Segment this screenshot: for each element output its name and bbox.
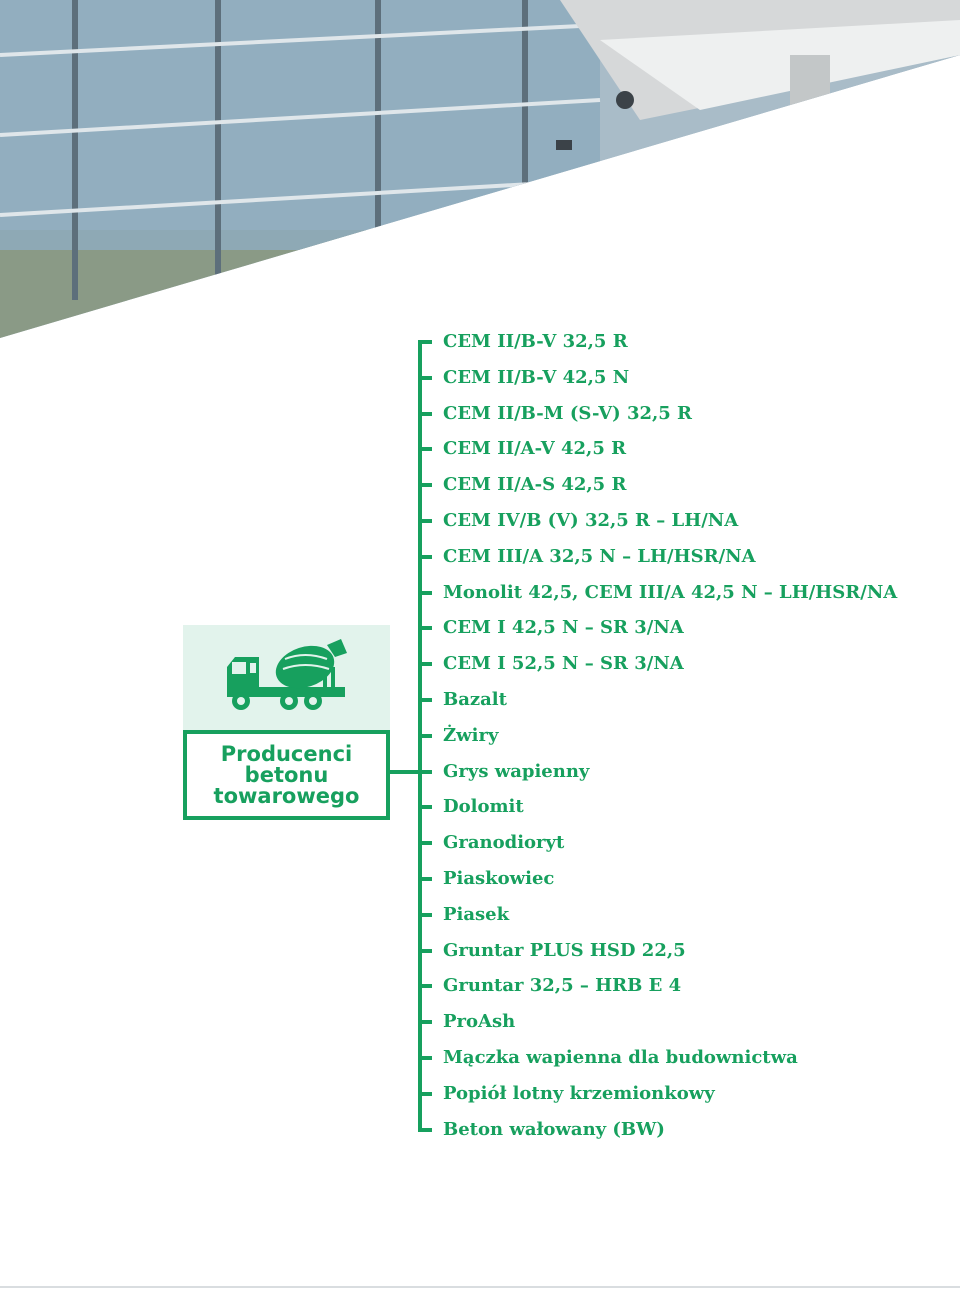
- category-label: Producenci betonu towarowego: [213, 741, 360, 808]
- list-item: Piaskowiec: [418, 861, 897, 897]
- category-icon-panel: [183, 625, 390, 730]
- list-item: Granodioryt: [418, 825, 897, 861]
- concrete-mixer-truck-icon: [223, 637, 351, 715]
- category-label-box: [183, 730, 390, 820]
- list-item: Dolomit: [418, 789, 897, 825]
- list-item: Beton wałowany (BW): [418, 1112, 897, 1148]
- list-item: Bazalt: [418, 682, 897, 718]
- list-item: Mączka wapienna dla budownictwa: [418, 1040, 897, 1076]
- list-item: Popiół lotny krzemionkowy: [418, 1076, 897, 1112]
- product-list: [418, 324, 897, 1147]
- list-item: Gruntar PLUS HSD 22,5: [418, 933, 897, 969]
- list-item: Piasek: [418, 897, 897, 933]
- list-item: CEM IV/B (V) 32,5 R – LH/NA: [418, 503, 897, 539]
- list-item: CEM II/B-V 42,5 N: [418, 360, 897, 396]
- list-item: CEM II/A-S 42,5 R: [418, 467, 897, 503]
- list-item: Grys wapienny: [418, 754, 897, 790]
- list-item: Gruntar 32,5 – HRB E 4: [418, 968, 897, 1004]
- list-item: CEM I 42,5 N – SR 3/NA: [418, 610, 897, 646]
- header-photo: [0, 0, 960, 340]
- list-item: CEM I 52,5 N – SR 3/NA: [418, 646, 897, 682]
- list-item: ProAsh: [418, 1004, 897, 1040]
- list-item: Monolit 42,5, CEM III/A 42,5 N – LH/HSR/NA: [418, 575, 897, 611]
- list-item: CEM II/B-M (S-V) 32,5 R: [418, 396, 897, 432]
- list-item: CEM II/A-V 42,5 R: [418, 431, 897, 467]
- list-item: Żwiry: [418, 718, 897, 754]
- list-item: CEM II/B-V 32,5 R: [418, 324, 897, 360]
- category-connector-line: [390, 770, 420, 774]
- list-item: CEM III/A 32,5 N – LH/HSR/NA: [418, 539, 897, 575]
- page-bottom-rule: [0, 1286, 960, 1288]
- category-card: [183, 625, 390, 820]
- building-facade-image: [0, 0, 960, 340]
